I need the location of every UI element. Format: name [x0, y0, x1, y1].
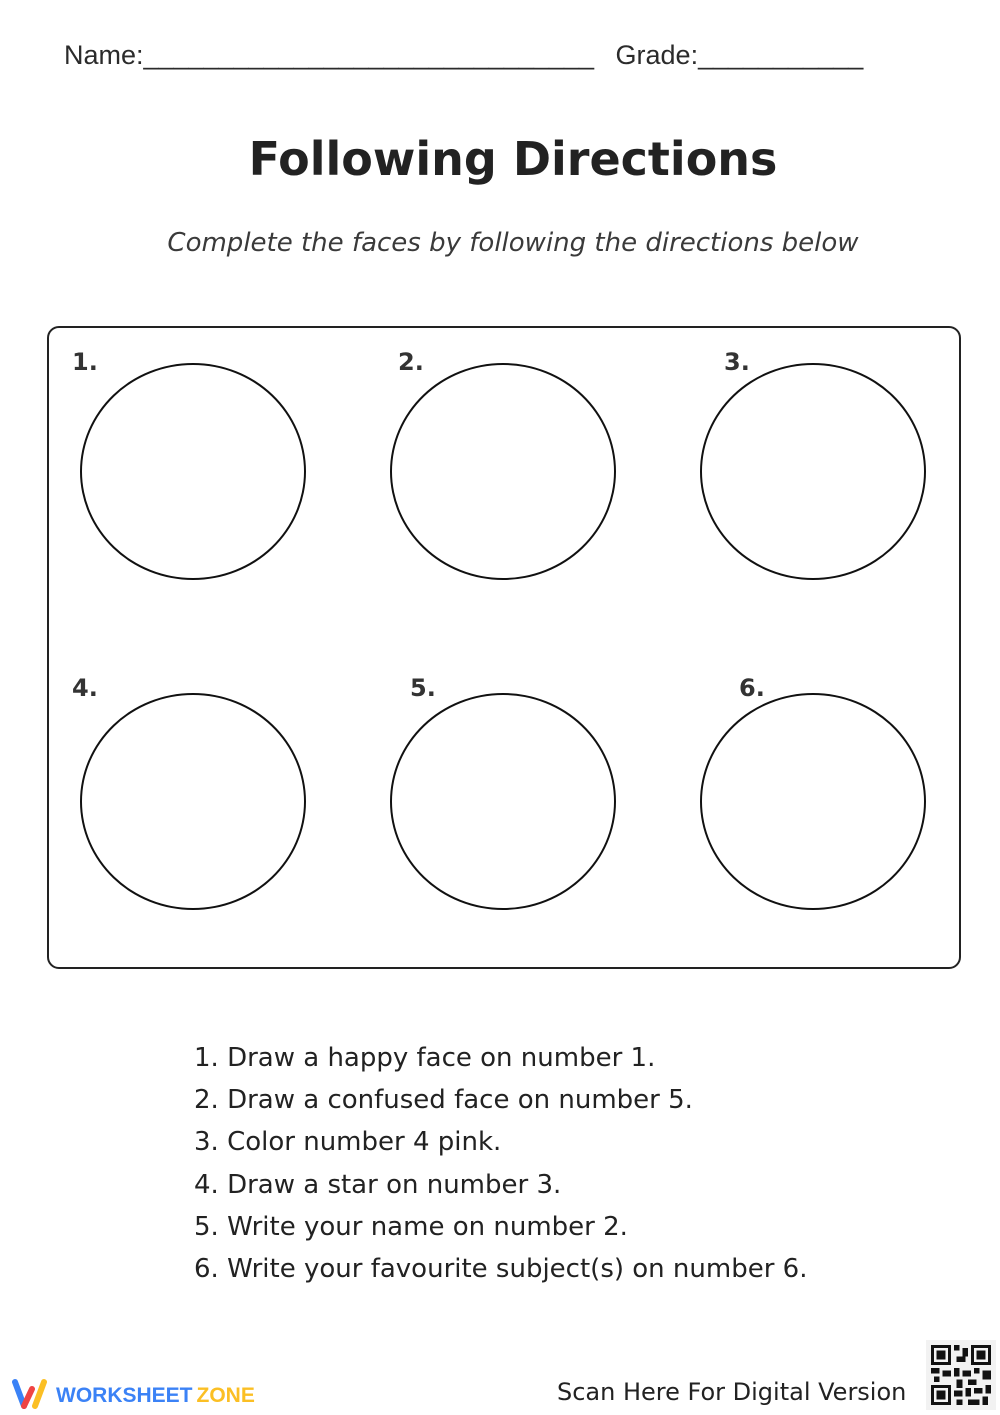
face-number: 2. [398, 348, 424, 376]
direction-item: 1. Draw a happy face on number 1. [194, 1043, 656, 1073]
directions-list [194, 1037, 807, 1290]
name-field-label: Name:______________________________ [64, 40, 595, 70]
face-circle-1[interactable] [80, 363, 306, 580]
page-title: Following Directions [248, 132, 778, 186]
direction-item: 3. Color number 4 pink. [194, 1127, 502, 1158]
face-number: 1. [72, 348, 98, 376]
qr-code-icon[interactable] [926, 1340, 996, 1410]
face-circle-5[interactable] [390, 693, 616, 910]
worksheetzone-logo [10, 1377, 255, 1415]
faces-box [47, 326, 961, 969]
face-number: 6. [739, 674, 765, 702]
face-number: 4. [72, 674, 98, 702]
face-circle-4[interactable] [80, 693, 306, 910]
direction-item: 2. Draw a confused face on number 5. [194, 1085, 693, 1116]
face-circle-6[interactable] [700, 693, 926, 910]
direction-item: 6. Write your favourite subject(s) on number 6. [194, 1254, 808, 1285]
direction-item: 4. Draw a star on number 3. [194, 1169, 562, 1200]
logo-text: WORKSHEET ZONE [56, 1384, 255, 1407]
face-circle-2[interactable] [390, 363, 616, 580]
direction-item: 5. Write your name on number 2. [194, 1211, 628, 1242]
header-fields [64, 40, 863, 71]
face-number: 3. [724, 348, 750, 376]
worksheetzone-logo-icon [10, 1377, 50, 1415]
scan-text: Scan Here For Digital Version [557, 1378, 907, 1406]
grade-field-label: Grade:___________ [615, 40, 864, 70]
face-number: 5. [410, 674, 436, 702]
page-subtitle: Complete the faces by following the directions below [167, 228, 859, 258]
face-circle-3[interactable] [700, 363, 926, 580]
